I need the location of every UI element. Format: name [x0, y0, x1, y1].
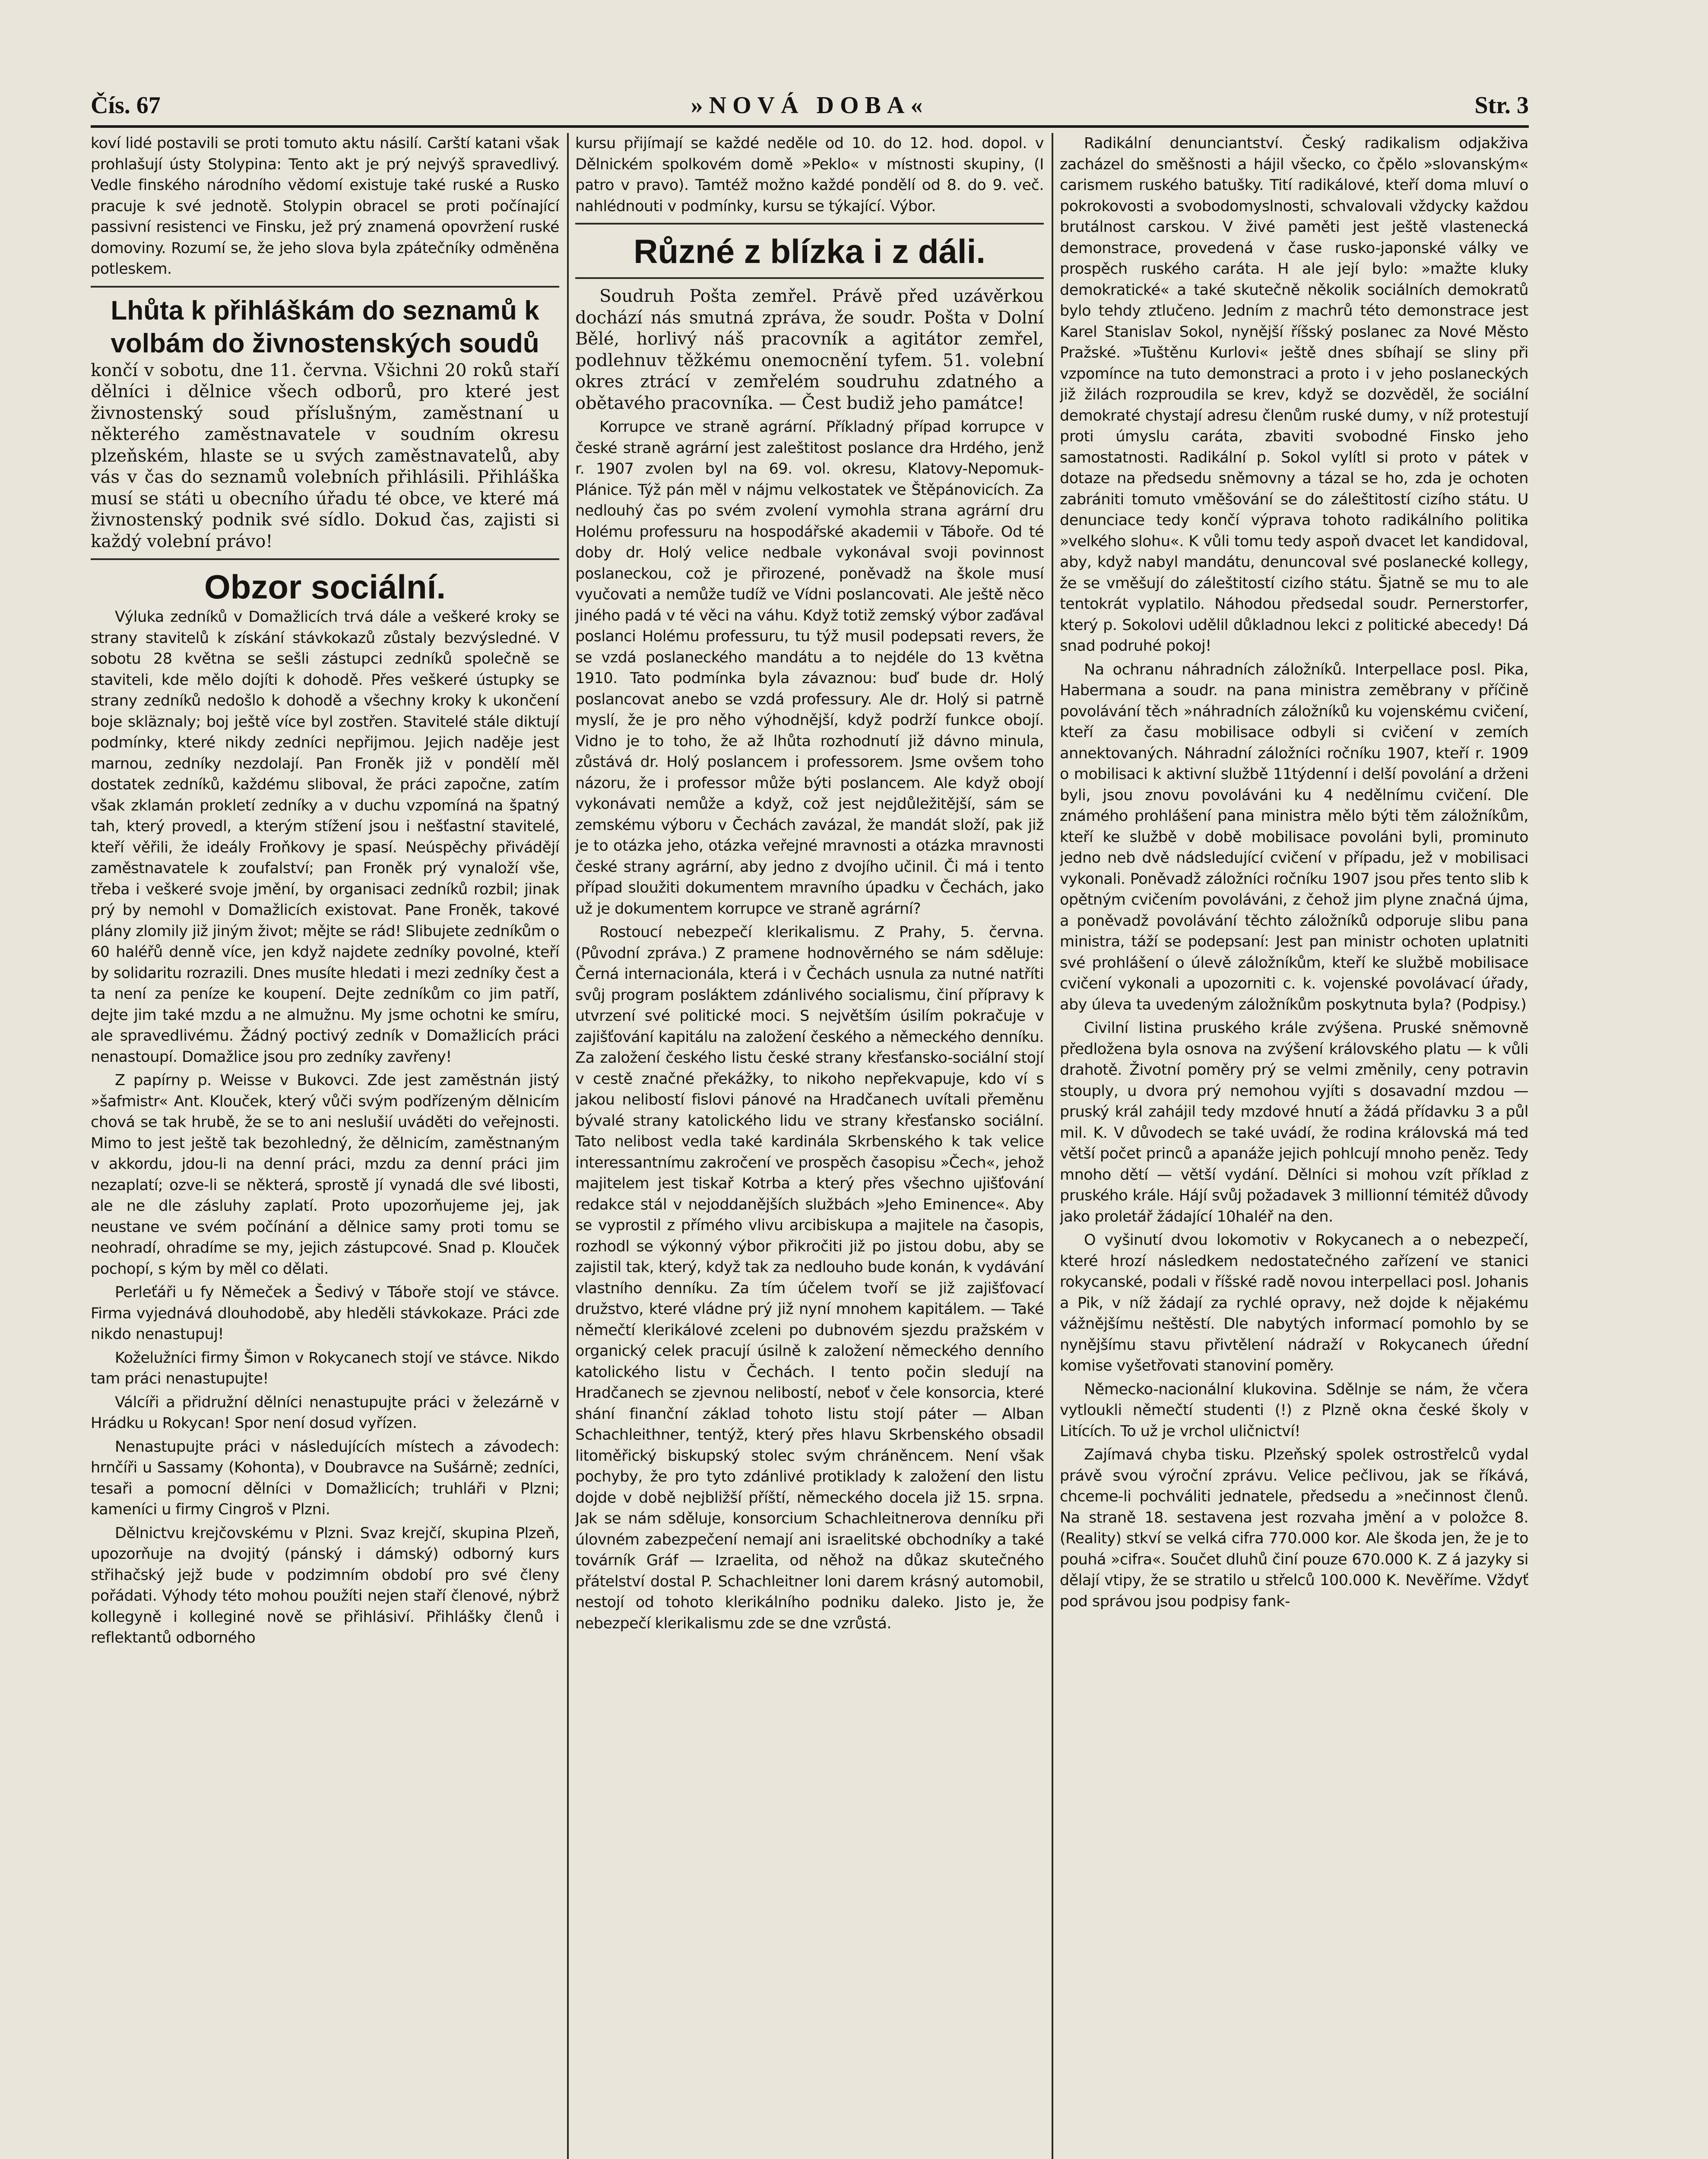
page-header: [91, 86, 1529, 128]
newspaper-page: [91, 86, 1529, 2159]
article-civilni: Civilní listina pruského krále zvýšena. Pruské sněmovně předložena byla osnova na zvýšení královského platu — k vůli drahotě. Životní poměry prý se velmi změnily, ceny potravin stouply, u dvora prý nemohou vyjíti s dosavadní mzdou — pruský král zahájil tedy mzdové hnutí a žádá přídavku 3 a půl mil. K. V důvodech se také uvádí, že rodina královská má teď větší počet princů a apanáže jejich pohlcují mnoho peněz. Tedy mnoho dětí — větší vydání. Dělníci si mohou vzít příklad z pruského krále. Hájí svůj požadavek 3 millionní témitéž důvody jako proletář žádající 10haléř na den.: [1060, 1019, 1528, 1225]
column-3: [1060, 133, 1528, 2159]
article-valciri: Válcíři a přidružní dělníci nenastupujte práci v železárně v Hrádku u Rokycan! Spor není dosud vyřízen.: [91, 1393, 559, 1432]
section-title-ruzne: Různé z blízka i z dáli.: [634, 232, 986, 270]
article-vyluka: Výluka zedníků v Domažlicích trvá dále a veškeré kroky se strany stavitelů k získání stávkokazů zůstaly bezvýsledné. V sobotu 28 května se sešli zástupci zedníků společně se staviteli, kde mělo dojíti k dohodě. Přes veškeré ústupky se strany zedníků nedošlo k dohodě a všechny kroky k ukončení boje skläznaly; boj ještě více byl zostřen. Stavitelé stále diktují podmínky, které nikdy zedníci nepřijmou. Jejich naděje jest marnou, zedníky nezdolají. Pan Froněk již v pondělí měl dostatek zedníků, každému sliboval, že práci započne, zatím však zklamán prokletí zedníky a v duchu vzpomíná na špatný tah, který provedl, a kterým stížení jsou i nešťastní stavitelé, kteří věřili, že ideály Froňkovy je spasí. Neúspěchy přivádějí zaměstnavatele k zoufalství; pan Froněk prý vynaloží vše, třeba i veškeré svoje jmění, by organisaci zedníků rozbil; jinak prý by nemohl v Domažlicích existovat. Pane Froněk, takové plány zlomily již jiným život; mějte se rád! Slibujete zedníkům o 60 haléřů denně více, jen když najdete zedníky povolné, kteří by solidaritu rozrazili. Dnes musíte hledati i mezi zedníky čest a ta není za peníze ke koupení. Dejte zedníkům co jim patří, dejte jim také mzdu a ne almužnu. My jsme ochotni ke smíru, ale spravedlivému. Žádný poctivý zedník v Domažlicích práci nenastoupí. Domažlice jsou pro zedníky zavřeny!: [91, 608, 559, 1066]
masthead-title: »NOVÁ DOBA«: [691, 92, 929, 119]
article-krejcovske: Dělnictvu krejčovskému v Plzni. Svaz krejčí, skupina Plzeň, upozorňuje na dvojitý (pánský i dámský) odborný kurs střihačský jejž bude v podzimním období pro své členy pořádati. Výhody této mohou použíti nejen staří členové, nýbrž kollegyně i kolleginé nově se přihlásiví. Přihlášky členů i reflektantů odborného: [91, 1524, 559, 1646]
section-title-obzor: Obzor sociální.: [204, 568, 446, 606]
article-intro: koví lidé postavili se proti tomuto aktu násilí. Carští katani však prohlašují ústy Stolypina: Tento akt je prý nejvýš spravedlivý. Vedle finského národního vědomí existuje také ruské a Rusko pracuje k své jednotě. Stolypin obracel se proti počínající passivní resistenci ve Finsku, jež prý znamená opovržení ruské domoviny. Rozumí se, že jeho slova byla zpátečníky odměněna potleskem.: [91, 135, 559, 278]
article-nenastupujte: Nenastupujte práci v následujících místech a závodech: hrnčíři u Sassamy (Kohonta), v Doubravce na Sušárně; zedníci, tesaři a pomocní dělníci v Domažlicích; truhláři v Plzni; kameníci u firmy Cingroš v Plzni.: [91, 1438, 559, 1518]
article-perletari: Perleťáři u fy Němeček a Šedivý v Táboře stojí ve stávce. Firma vyjednává dlouhodobě, aby hleděli stávkokaze. Práci zde nikdo nenastupuj!: [91, 1284, 559, 1343]
page-number: Str. 3: [1474, 92, 1529, 119]
article-nemecko: Německo-nacionální klukovina. Sdělnje se nám, že včera vytloukli němečtí studenti (!) z Plzně okna české školy v Litících. To už je vrchol uličnictví!: [1060, 1380, 1528, 1440]
divider: [91, 558, 559, 560]
divider: [575, 277, 1044, 279]
headline-lhuta: Lhůta k přihláškám do seznamů k volbám do živnostenských soudů: [111, 295, 539, 358]
article-kozedelnici: Koželužníci firmy Šimon v Rokycanech stojí ve stávce. Nikdo tam práci nenastupujte!: [91, 1349, 559, 1387]
column-rule-2: [1052, 133, 1053, 2159]
column-rule-1: [567, 133, 569, 2159]
article-radikalni: Radikální denunciantství. Český radikalism odjakživa zacházel do směšnosti a hájil všecko, co čpělo »slovanským« carismem ruského batušky. Tití radikálové, kteří doma mluví o pokrokovosti a svobodomyslnosti, schvalovali vždycky každou brutálnost carskou. V živé paměti jest ještě vlastenecká demonstrace, provedená v čase rusko-japonské války ve prospěch ruského caráta. H ale její bylo: »mažte kluky demokratické« a také skutečně několik sociálních demokratů bylo tehdy ztlučeno. Jedním z machrů této demonstrace jest Karel Stanislav Sokol, nynější říšský poslanec za Nové Město Pražské. »Tuštěnu Kurlovi« ještě dnes sbíhají se sliny při vzpomínce na tuto demonstraci a proto i v jeho poslaneckých již žilách rozproudila se krev, když se dozvěděl, že sociální demokraté chystají adresu členům ruské dumy, v níž protestují proti úmyslu caráta, zbaviti svobodné Finsko jeho samostatnosti. Radikální p. Sokol vylítl si proto v pátek v dotaze na předsedu sněmovny a tázal se ho, zda je ochoten zabrániti tomuto vměšování se do záleštitostí cizího státu. U denunciace tedy končí výprava tohoto radikálního politika »velkého slohu«. K vůli tomu tedy aspoň dvacet let kandidoval, aby, když nabyl mandátu, denuncoval své poslanecké kollegy, že se vměšují do záleštitostí cizího státu. Šjatně se mu to ale tentokrát vyplatilo. Náhodou předsedal soudr. Pernerstorfer, který p. Sokolovi udělil důkladnou lekci z politické abecedy! Dá snad podruhé pokoj!: [1060, 135, 1528, 655]
article-lokomotiv: O vyšinutí dvou lokomotiv v Rokycanech a o nebezpečí, které hrozí následkem nedostatečného zařízení ve stanici rokycanské, podali v říšské radě novou interpellaci posl. Johanis a Pik, v níž žádají za rychlé opravy, než dojde k nějakému vážnějšímu neštěstí. Dle nabytých informací pomohlo by se nynějšímu stavu přivtělení nádraží v Rokycanech úřední komise vyšetřovati stanoviní poměry.: [1060, 1231, 1528, 1374]
article-lhuta: končí v sobotu, dne 11. června. Všichni 20 roků staří dělníci i dělnice všech odborů, pro které jest živnostenský soud příslušným, zaměstnaní u některého zaměstnavatele v soudním okresu plzeňském, hlaste se u svých zaměstnavatelů, aby vás v čas do seznamů volebních přihlásili. Přihláška musí se státi u obecního úřadu té obce, ve které má živnostenský podnik své sídlo. Dokud čas, zajisti si každý volební právo!: [91, 360, 559, 551]
article-rostouci: Rostoucí nebezpečí klerikalismu. Z Prahy, 5. června. (Původní zpráva.) Z pramene hodnověrného se nám sděluje: Černá internacionála, která i v Čechách usnula za nutné natříti svůj program posláktem zdánlivého socialismu, činí přípravy k utvrzení své politické moci. S největším úsilím pokračuje v zajišťování kapitálu na založení českého a německého denníku. Za založení českého listu české strany křesťansko-sociální stojí v cestě značné překážky, to nikoho nepřekvapuje, kdo ví s jakou nelibostí fislovi pánové na Hradčanech uvítali přeměnu bývalé strany katolického lidu ve strany křesťansko sociální. Tato nelibost vedla také kardinála Skrbenského k tak velice interessantnímu zakročení ve prospěch časopisu »Čech«, jehož majitelem jest tiskař Kotrba a který přes všechno ujišťování redakce stál v nejoddanějších službách »Jeho Eminence«. Aby se vyprostil z přímého vlivu arcibiskupa a majitele na časopis, rozhodl se výkonný výbor přikročiti již po jistou dobu, aby se zajistil tak, který, když tak za nedlouho bude konán, k vydávání vlastního denníku. Za tím účelem tvoří se již zajišťovací družstvo, které vládne prý již nyní mnohem kapitálem. — Také němečtí klerikálové zceleni po dubnovém sjezdu pražském v organický celek pracují úsilně k založení německého denního katolického listu v Čechách. I tento počin sledují na Hradčanech se zjevnou nelibostí, neboť v čele konsorcia, které shání finanční základ tohoto listu stojí páter — Alban Schachleithner, tentýž, který přes hlavu Skrbenského obsadil litoměřický biskupský stolec svým chráněncem. Není však pochyby, že pro tyto zdánlivé protiklady k založení den listu dojde v době nejbližší příští, německého docela již 15. srpna. Jak se nám sděluje, konsorcium Schachleitnerova denníku při úlovném zabezpečení nemají ani israelitské obchodníky a také továrník Gráf — Izraelita, od něhož na důkaz skutečného přátelství dostal P. Schachleitner loni darem krásný automobil, nestojí od tohoto klerikálního podniku daleko. Jisto je, že nebezpečí klerikalismu zde se dne vzrůstá.: [575, 924, 1044, 1632]
article-korrupce: Korrupce ve straně agrární. Příkladný případ korrupce v české straně agrární jest zaleštitost poslance dra Hrdého, jenž r. 1907 zvolen byl na 69. vol. okresu, Klatovy-Nepomuk-Plánice. Týž pán měl v nájmu velkostatek ve Štěpánovicích. Za nedlouhý čas po svém zvolení vymohla strana agrární dru Holému professuru na hospodářské akademii v Táboře. Od té doby dr. Holý velice nedbale vykonával svoji povinnost poslaneckou, což je přirozené, poněvadž na škole musí vyučovati a nemůže tudíž ve Vídni poslancovati. Ale ještě něco jiného padá v té věci na váhu. Když totiž zemský výbor zaďával poslanci Holému professuru, tu týž musil podepsati revers, že se vzdá poslaneckého mandátu a to nejdéle do 13 května 1910. Tato podmínka byla závaznou: buď bude dr. Holý poslancovat anebo se vzdá professury. Ale dr. Holý si patrně myslí, že je pro něho výhodnější, když podrží funkce obojí. Vidno je to toho, že až lhůta rozhodnutí již dávno minula, zůstává dr. Holý poslancem i professorem. Jsme ovšem toho názoru, že i professor může býti poslancem. Ale když obojí vykonávati nemůže a když, což jest nejdůležitější, sám se zemskému výboru v Čechách zavázal, že mandát složí, pak již je to otázka jeho, otázka veřejné mravnosti a otázka mravnosti české strany agrární, aby jedno z dvojího učinil. Či má i tento případ sloužiti dokumentem mravního úpadku v Čechách, jako už je dokumentem korrupce ve straně agrární?: [575, 418, 1044, 918]
article-zajimava: Zajímavá chyba tisku. Plzeňský spolek ostrostřelců vydal právě svou výroční zprávu. Velice pečlivou, jak se říkává, chceme-li pochváliti jednatele, předsedu a »nečinnost členů. Na straně 18. sestavena jest rozvaha jmění a v položce 8. (Reality) stkví se velká cifra 770.000 kor. Ale škoda jen, že je to pouhá »cifra«. Součet dluhů činí pouze 670.000 K. Z á jazyky si dělají vtipy, že se stratilo u střelců 100.000 K. Nevěříme. Vždyť pod správou jsou podpisy fank-: [1060, 1446, 1528, 1610]
column-2: [575, 133, 1044, 2159]
article-posta: Soudruh Pošta zemřel. Právě před uzávěrkou dochází nás smutná zpráva, že soudr. Pošta v Dolní Bělé, horlivý náš pracovník a agitátor zemřel, podlehnuv těžkému onemocnění tyfem. 51. volební okres ztrácí v zemřelém soudruhu zdatného a obětavého pracovníka. — Čest budiž jeho památce!: [575, 286, 1044, 413]
divider: [91, 286, 559, 288]
article-kurs: kursu přijímají se každé neděle od 10. do 12. hod. dopol. v Dělnickém spolkovém domě »Peklo« v místnosti skupiny, (I patro v pravo). Tamtéž možno každé pondělí od 8. do 9. več. nahlédnouti v podmínky, kursu se týkající. Výbor.: [575, 135, 1044, 215]
divider: [575, 223, 1044, 225]
issue-number: Čís. 67: [91, 92, 161, 119]
column-1: [91, 133, 559, 2159]
article-nahradnich: Na ochranu náhradních záložníků. Interpellace posl. Pika, Habermana a soudr. na pana ministra zeměbrany v příčině povolávání těch »náhradních záložníků ku vojenskému cvičení, kteří za času mobilisace odbyli si cvičení v zemích annektovaných. Náhradní záložníci ročníku 1907, kteří r. 1909 o mobilisaci k aktivní službě 11týdenní i delší povolání a drženi byli, jsou znovu povoláváni ku 4 nedělnímu cvičení. Dle známého prohlášení pana ministra mělo býti těm záložníkům, kteří ke službě v době mobilisace povoláni byli, prominuto jedno neb dvě nádsledující cvičení v případu, jež v mobilisaci vykonali. Poněvadž záložníci ročníku 1907 jsou přes tento slib k opětným cvičením povoláváni, z čehož jim plyne značná újma, a poněvadž povolávání těchto záložníků odporuje slibu pana ministra, táží se podepsaní: Jest pan ministr ochoten uplatniti své prohlášení o úlevě záložníkům, kteří ke službě mobilisace cvičení vykonali a upozorniti c. k. vojenské povolávací úřady, aby úleva ta uvedeným záložníkům poskytnuta byla? (Podpisy.): [1060, 661, 1528, 1013]
article-papirna: Z papírny p. Weisse v Bukovci. Zde jest zaměstnán jistý »šafmistr« Ant. Klouček, který vůči svým podřízeným dělnicím chová se tak hrubě, že se to ani neslušií uváděti do veřejnosti. Mimo to jest ještě tak bezohledný, že dělnicím, zaměstnaným v akkordu, jdou-li na denní práci, mzdu za denní práci jim nezaplatí; ozve-li se některá, sprostě jí vynadá dle své libosti, ale ne dle zásluhy zaplatí. Proto upozorňujeme jej, jak neustane ve svém počínání a dělnice samy proti tomu se neohradí, ohradíme se my, jejich zástupcové. Snad p. Klouček pochopí, s kým by měl co dělati.: [91, 1072, 559, 1278]
